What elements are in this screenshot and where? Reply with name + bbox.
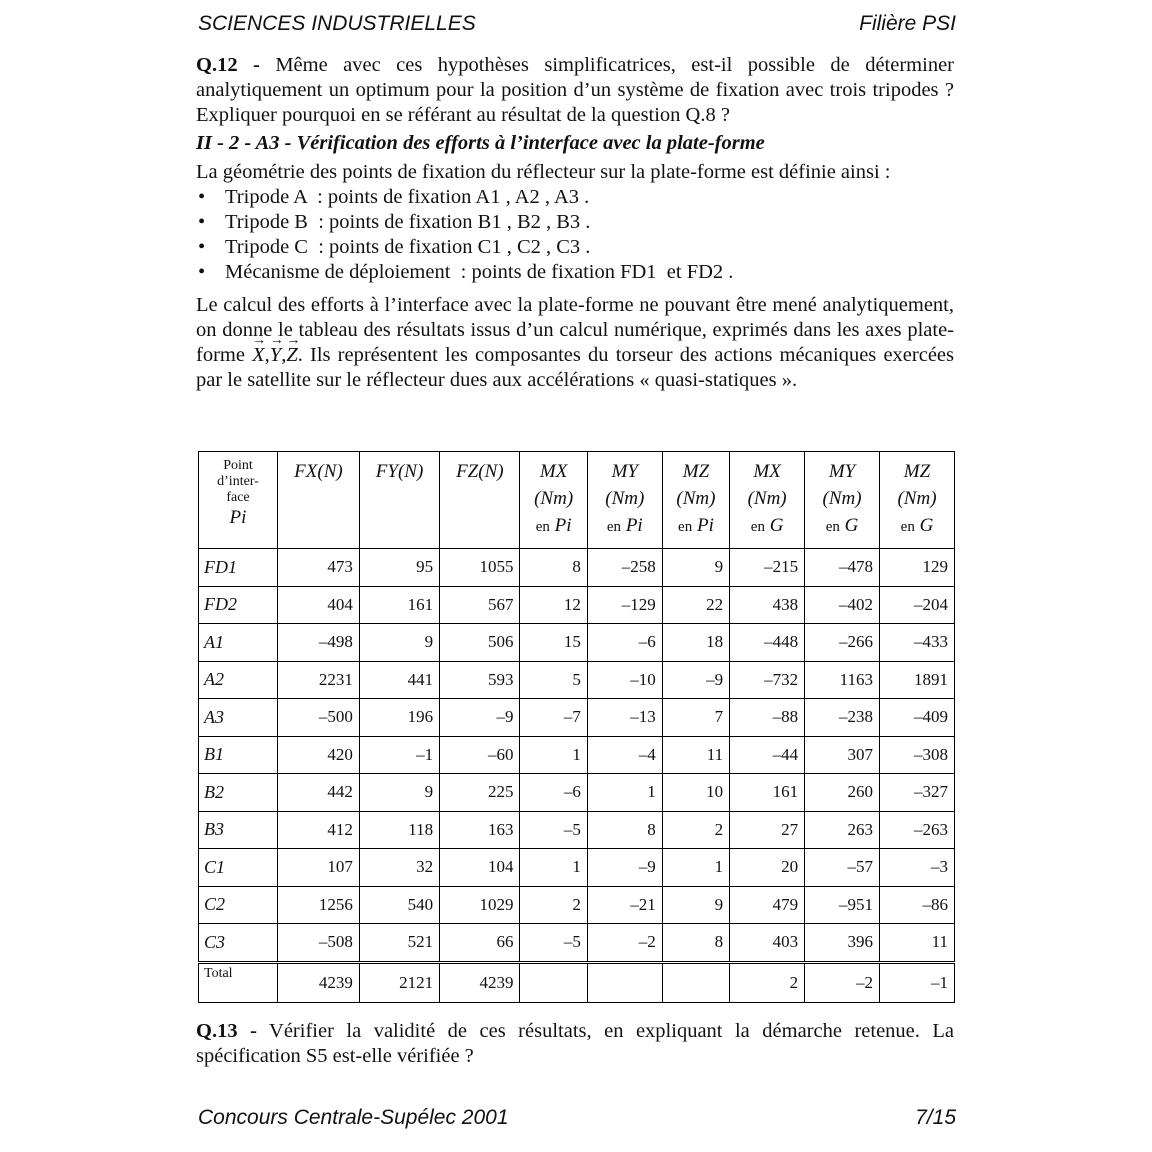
row-label: A2 [199,661,278,699]
table-row [199,549,955,587]
table-cell: –86 [880,886,955,924]
table-cell: –2 [587,924,662,963]
row-label: B3 [199,811,278,849]
table-cell: –5 [520,924,587,963]
table-cell: –9 [662,661,729,699]
table-cell: –4 [587,736,662,774]
table-cell: 263 [805,811,880,849]
page-number: 7/15 [915,1106,956,1129]
row-label: C2 [199,886,278,924]
table-cell: –6 [587,624,662,662]
table-cell: –238 [805,699,880,737]
row-label: A1 [199,624,278,662]
results-table [198,451,955,1003]
list-item [196,185,954,210]
axis-x-vector: → X [252,343,265,368]
table-cell: –10 [587,661,662,699]
list-item-text: Tripode A : points de fixation A1 , A2 , A3 . [225,186,590,208]
table-cell: 438 [730,586,805,624]
table-body [199,549,955,1003]
table-cell: 442 [278,774,360,812]
table-row [199,886,955,924]
table-cell: 9 [662,549,729,587]
table-row [199,736,955,774]
table-cell: 1891 [880,661,955,699]
row-label: C3 [199,924,278,963]
table-cell: 9 [359,624,439,662]
table-cell: 412 [278,811,360,849]
table-row [199,624,955,662]
bullet-icon: • [198,211,206,233]
table-cell [520,962,587,1003]
row-label: B2 [199,774,278,812]
table-cell: 4239 [440,962,520,1003]
table-cell: –88 [730,699,805,737]
table-cell: 1 [520,736,587,774]
table-cell: 27 [730,811,805,849]
table-cell: –500 [278,699,360,737]
table-cell: 473 [278,549,360,587]
table-cell: 129 [880,549,955,587]
table-cell: 593 [440,661,520,699]
table-cell: 2 [730,962,805,1003]
table-row [199,924,955,963]
table-cell: 4239 [278,962,360,1003]
table-cell: 5 [520,661,587,699]
row-label: FD2 [199,586,278,624]
fixation-points-list [196,185,954,285]
header-my-g: MY (Nm) en G [805,452,880,549]
table-cell: –13 [587,699,662,737]
table-cell: 1256 [278,886,360,924]
table-cell: –6 [520,774,587,812]
list-item-text: Tripode B : points de fixation B1 , B2 , B3 . [225,211,591,233]
header-mx-pi: MX (Nm) en Pi [520,452,587,549]
table-cell: 20 [730,849,805,887]
table-cell: 2 [520,886,587,924]
table-cell: 32 [359,849,439,887]
table-cell: 22 [662,586,729,624]
calc-paragraph-start: Le calcul des efforts à l’interface avec la plate-forme ne pouvant être mené analytiquement, on donne le tableau des résultats issus d’un calcul numérique, exprimés dans les axes plate-forme [196,294,954,366]
question-12-text: Même avec ces hypothèses simplificatrices, est-il possible de déterminer analytiquement un optimum pour la position d’un système de fixation avec trois tripodes ? Expliquer pourquoi en se référant au résultat de la question Q.8 ? [196,54,954,126]
table-cell: 479 [730,886,805,924]
main-content [196,53,954,393]
header-track: Filière PSI [859,12,956,35]
table-cell: 7 [662,699,729,737]
table-cell: 161 [730,774,805,812]
table-cell: 2231 [278,661,360,699]
row-label: Total [199,962,278,1003]
table-cell: –9 [587,849,662,887]
table-cell: 9 [359,774,439,812]
list-item-text: Mécanisme de déploiement : points de fixation FD1 et FD2 . [225,261,734,283]
table-cell: 307 [805,736,880,774]
table-cell: –3 [880,849,955,887]
question-13 [196,1019,954,1069]
table-cell: –498 [278,624,360,662]
list-item [196,260,954,285]
header-fy: FY(N) [359,452,439,549]
table-cell: –44 [730,736,805,774]
question-13-text: Vérifier la validité de ces résultats, en expliquant la démarche retenue. La spécification S5 est-elle vérifiée ? [196,1019,955,1067]
table-cell: –129 [587,586,662,624]
table-cell [662,962,729,1003]
table-row [199,586,955,624]
table-cell: –2 [805,962,880,1003]
table-row [199,699,955,737]
table-cell: 441 [359,661,439,699]
header-mx-g: MX (Nm) en G [730,452,805,549]
table-cell: –1 [359,736,439,774]
table-cell: 1055 [440,549,520,587]
table-cell: 95 [359,549,439,587]
table-header-row [199,452,955,549]
header-subject: SCIENCES INDUSTRIELLES [198,12,476,35]
table-cell: 118 [359,811,439,849]
table-cell: –732 [730,661,805,699]
table-cell: 403 [730,924,805,963]
table-row [199,849,955,887]
table-cell: –327 [880,774,955,812]
table-cell: 104 [440,849,520,887]
table-cell: 567 [440,586,520,624]
page-footer [198,1106,956,1132]
calc-paragraph: Le calcul des efforts à l’interface avec la plate-forme ne pouvant être mené analytiquement, on donne le tableau des résultats issus d’un calcul numérique, exprimés dans les axes plate-forme → X,→ Y,→ Z. Ils représentent les composantes du torseur des actions mécaniques exercées par le satellite sur le réflecteur dues aux accélérations « quasi-statiques ». [196,293,954,393]
table-cell: –1 [880,962,955,1003]
header-mz-pi: MZ (Nm) en Pi [662,452,729,549]
table-cell: 66 [440,924,520,963]
table-cell: –266 [805,624,880,662]
row-label: C1 [199,849,278,887]
table-cell: –7 [520,699,587,737]
table-cell: 161 [359,586,439,624]
question-12 [196,53,954,128]
table-cell: 11 [880,924,955,963]
table-total-row [199,962,955,1003]
bullet-icon: • [198,236,206,258]
table-cell: 18 [662,624,729,662]
list-item [196,210,954,235]
table-cell: 1 [587,774,662,812]
question-12-label: Q.12 - [196,54,260,76]
table-cell: 260 [805,774,880,812]
table-cell: 506 [440,624,520,662]
table-cell: –308 [880,736,955,774]
table-cell: 2 [662,811,729,849]
table-row [199,661,955,699]
axis-y-vector: → Y [270,343,281,368]
table-cell: –204 [880,586,955,624]
table-cell: 10 [662,774,729,812]
table-cell [587,962,662,1003]
table-cell: –402 [805,586,880,624]
table-cell: –215 [730,549,805,587]
header-fz: FZ(N) [440,452,520,549]
table-cell: –9 [440,699,520,737]
intro-paragraph: La géométrie des points de fixation du réflecteur sur la plate-forme est définie ainsi : [196,161,891,183]
table-cell: 11 [662,736,729,774]
row-label: B1 [199,736,278,774]
table-cell: –508 [278,924,360,963]
bullet-icon: • [198,261,206,283]
table-cell: 396 [805,924,880,963]
table-cell: 2121 [359,962,439,1003]
list-item-text: Tripode C : points de fixation C1 , C2 , C3 . [225,236,591,258]
table-cell: –21 [587,886,662,924]
table-cell: 420 [278,736,360,774]
table-cell: –60 [440,736,520,774]
table-cell: 107 [278,849,360,887]
table-cell: 225 [440,774,520,812]
table-cell: 8 [662,924,729,963]
table-cell: –409 [880,699,955,737]
table-cell: 15 [520,624,587,662]
table-cell: –57 [805,849,880,887]
table-cell: 1 [662,849,729,887]
header-my-pi: MY (Nm) en Pi [587,452,662,549]
table-cell: –263 [880,811,955,849]
question-13-label: Q.13 - [196,1019,257,1042]
bullet-icon: • [198,186,206,208]
list-item [196,235,954,260]
table-cell: 540 [359,886,439,924]
table-row [199,774,955,812]
table-cell: 8 [587,811,662,849]
table-cell: 1029 [440,886,520,924]
page-header [198,12,956,38]
section-title: II - 2 - A3 - Vérification des efforts à l’interface avec la plate-forme [196,132,765,154]
footer-contest: Concours Centrale-Supélec 2001 [198,1106,509,1129]
calc-paragraph-end: . Ils représentent les composantes du torseur des actions mécaniques exercées par le satellite sur le réflecteur dues aux accélérations « quasi-statiques ». [196,344,954,391]
table-cell: 9 [662,886,729,924]
header-fx: FX(N) [278,452,360,549]
table-cell: –951 [805,886,880,924]
table-row [199,811,955,849]
axis-z-vector: → Z [286,343,297,368]
table-cell: 1 [520,849,587,887]
table-cell: 521 [359,924,439,963]
table-cell: 196 [359,699,439,737]
table-cell: 404 [278,586,360,624]
header-mz-g: MZ (Nm) en G [880,452,955,549]
table-cell: –258 [587,549,662,587]
table-cell: 1163 [805,661,880,699]
table-cell: –478 [805,549,880,587]
table-cell: 12 [520,586,587,624]
table-cell: 8 [520,549,587,587]
row-label: A3 [199,699,278,737]
row-label: FD1 [199,549,278,587]
table-cell: 163 [440,811,520,849]
table-cell: –433 [880,624,955,662]
header-point: Point d’inter- face Pi [199,452,278,549]
table-cell: –448 [730,624,805,662]
table-cell: –5 [520,811,587,849]
